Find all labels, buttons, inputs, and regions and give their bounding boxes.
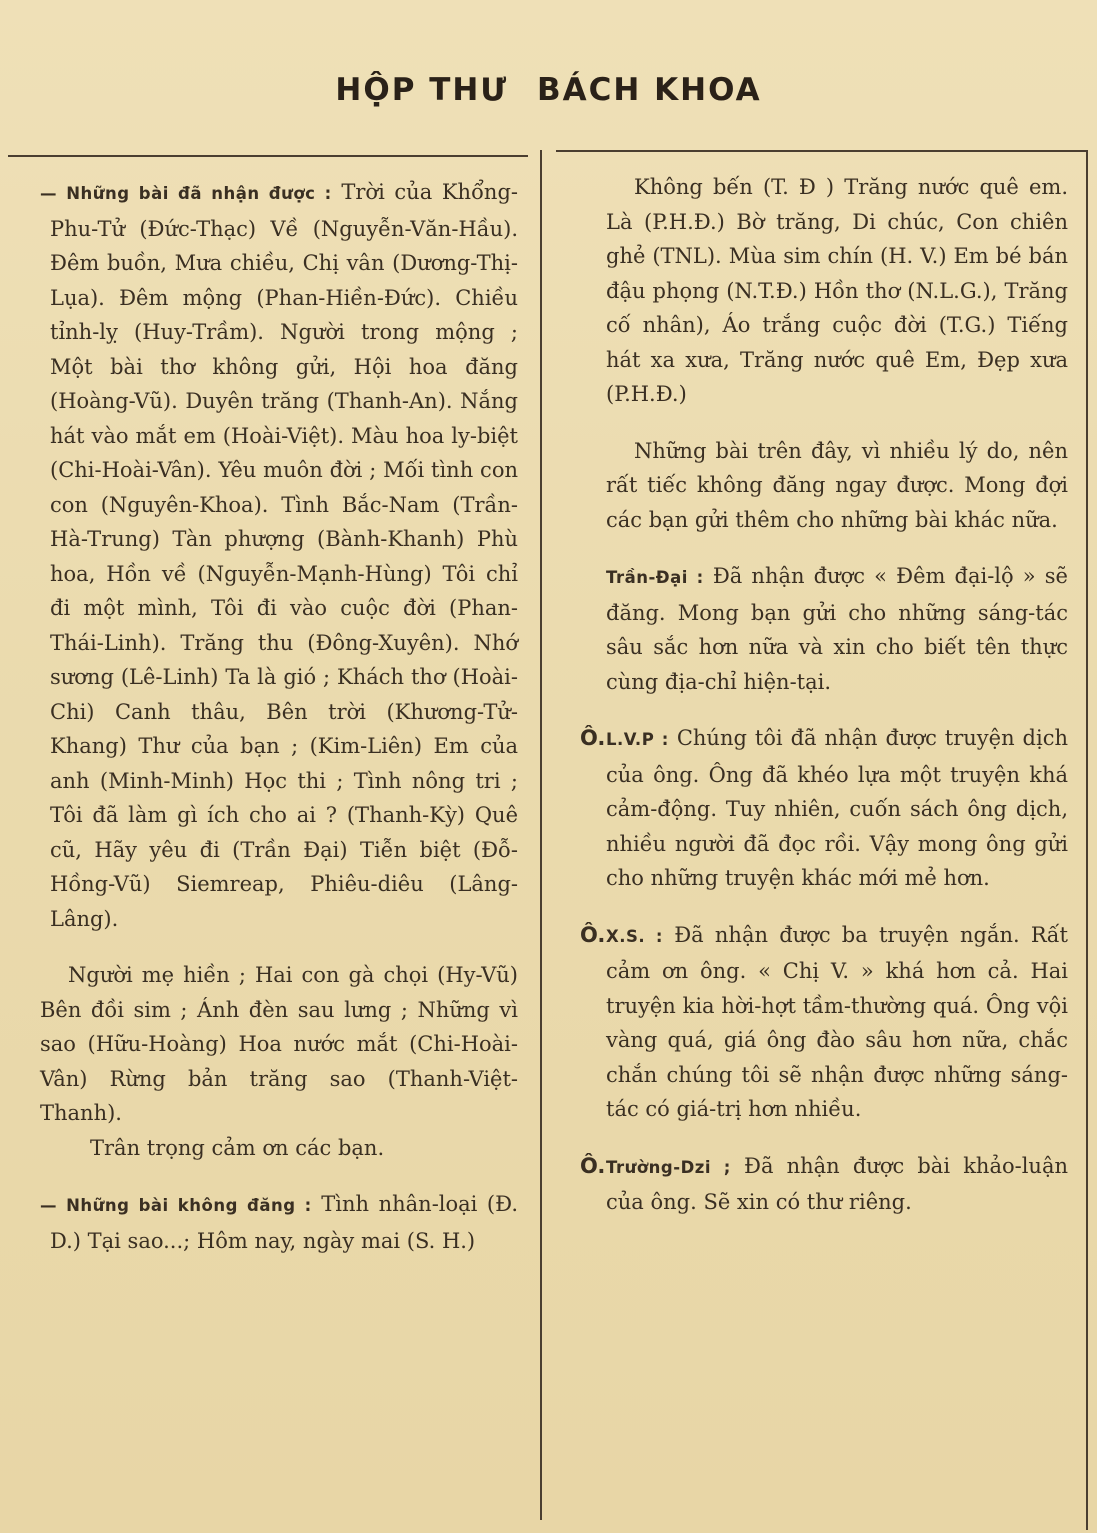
reply-truong-dzi-label: Trường-Dzi ; bbox=[606, 1157, 731, 1177]
page-title bbox=[0, 72, 1097, 108]
reply-xs bbox=[580, 918, 1068, 1127]
reply-tran-dai bbox=[606, 559, 1068, 699]
left-column-rule bbox=[8, 155, 528, 157]
reply-xs-marker: Ô. bbox=[580, 922, 606, 947]
not-published-paragraph bbox=[40, 1187, 518, 1258]
thanks-line: Trân trọng cảm ơn các bạn. bbox=[90, 1135, 385, 1160]
reply-xs-text: Đã nhận được ba truyện ngắn. Rất cảm ơn ông. « Chị V. » khá hơn cả. Hai truyện kia hời-hợt tầm-thường quá. Ông vội vàng quá, giá ông đào sâu hơn nữa, chắc chắn chúng tôi sẽ nhận được những sáng-tác có giá-trị hơn nhiều. bbox=[606, 922, 1068, 1121]
title-word-2: BÁCH KHOA bbox=[537, 72, 762, 108]
column-divider bbox=[540, 150, 542, 1520]
received-more-paragraph: Người mẹ hiền ; Hai con gà chọi (Hy-Vũ) Bên đồi sim ; Ánh đèn sau lưng ; Những vì sao (Hữu-Hoàng) Hoa nước mắt (Chi-Hoài-Vân) Rừng bản trăng sao (Thanh-Việt-Thanh). bbox=[40, 963, 518, 1125]
reply-lvp-text: Chúng tôi đã nhận được truyện dịch của ông. Ông đã khéo lựa một truyện khá cảm-động. Tuy nhiên, cuốn sách ông dịch, nhiều người đã đọc rồi. Vậy mong ông gửi cho những truyện khác mới mẻ hơn. bbox=[606, 726, 1068, 890]
reply-truong-dzi bbox=[580, 1149, 1068, 1220]
not-published-label: — Những bài không đăng : bbox=[40, 1196, 312, 1215]
reply-lvp bbox=[580, 721, 1068, 896]
not-published-text: Tình nhân-loại (Đ. D.) Tại sao...; Hôm nay, ngày mai (S. H.) bbox=[50, 1192, 518, 1253]
received-label: — Những bài đã nhận được : bbox=[40, 184, 332, 203]
reply-truong-dzi-marker: Ô. bbox=[580, 1153, 606, 1178]
received-text: Trời của Khổng-Phu-Tử (Đức-Thạc) Về (Nguyễn-Văn-Hầu). Đêm buồn, Mưa chiều, Chị vân (Dương-Thị-Lụa). Đêm mộng (Phan-Hiền-Đức). Chiều tỉnh-lỵ (Huy-Trầm). Người trong mộng ; Một bài thơ không gửi, Hội hoa đăng (Hoàng-Vũ). Duyên trăng (Thanh-An). Nắng hát vào mắt em (Hoài-Việt). Màu hoa ly-biệt (Chi-Hoài-Vân). Yêu muôn đời ; Mối tình con con (Nguyên-Khoa). Tình Bắc-Nam (Trần-Hà-Trung) Tàn phượng (Bành-Khanh) Phù hoa, Hồn về (Nguyễn-Mạnh-Hùng) Tôi chỉ đi một mình, Tôi đi vào cuộc đời (Phan-Thái-Linh). Trăng thu (Đông-Xuyên). Nhớ sương (Lê-Linh) Ta là gió ; Khách thơ (Hoài-Chi) Canh thâu, Bên trời (Khương-Tử-Khang) Thư của bạn ; (Kim-Liên) Em của anh (Minh-Minh) Học thi ; Tình nông tri ; Tôi đã làm gì ích cho ai ? (Thanh-Kỳ) Quê cũ, Hãy yêu đi (Trần Đại) Tiễn biệt (Đỗ-Hồng-Vũ) Siemreap, Phiêu-diêu (Lâng-Lâng). bbox=[50, 180, 518, 931]
editor-note: Những bài trên đây, vì nhiều lý do, nên rất tiếc không đăng ngay được. Mong đợi các bạn gửi thêm cho những bài khác nữa. bbox=[606, 438, 1068, 532]
right-border bbox=[1086, 150, 1088, 1530]
reply-lvp-label: L.V.P : bbox=[606, 730, 669, 749]
right-column bbox=[580, 170, 1068, 1220]
title-word-1: HỘP THƯ bbox=[335, 72, 509, 108]
reply-tran-dai-label: Trần-Đại : bbox=[606, 568, 704, 587]
reply-xs-label: X.S. : bbox=[606, 926, 664, 946]
reply-tran-dai-text: Đã nhận được « Đêm đại-lộ » sẽ đăng. Mong bạn gửi cho những sáng-tác sâu sắc hơn nữa và xin cho biết tên thực cùng địa-chỉ hiện-tại. bbox=[606, 564, 1068, 694]
received-paragraph bbox=[40, 175, 518, 936]
reply-lvp-marker: Ô. bbox=[580, 726, 606, 750]
reply-truong-dzi-text: Đã nhận được bài khảo-luận của ông. Sẽ xin có thư riêng. bbox=[606, 1153, 1068, 1214]
not-published-continued: Không bến (T. Đ ) Trăng nước quê em. Là (P.H.Đ.) Bờ trăng, Di chúc, Con chiên ghẻ (TNL). Mùa sim chín (H. V.) Em bé bán đậu phọng (N.T.Đ.) Hồn thơ (N.L.G.), Trăng cố nhân), Áo trắng cuộc đời (T.G.) Tiếng hát xa xưa, Trăng nước quê Em, Đẹp xưa (P.H.Đ.) bbox=[606, 175, 1068, 406]
right-column-rule bbox=[556, 150, 1086, 152]
left-column bbox=[40, 175, 518, 1258]
